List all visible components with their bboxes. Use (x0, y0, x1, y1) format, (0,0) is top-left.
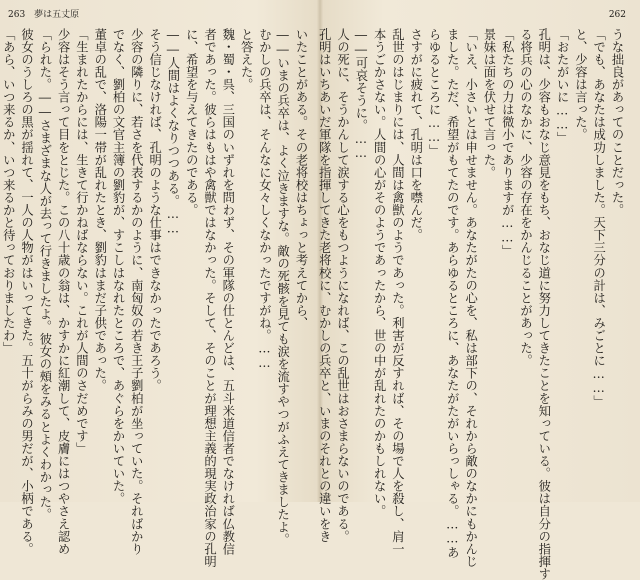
text-column: ――人間はよくなりつつある。…… (165, 28, 180, 236)
text-column: 孔明は、少容もおなじ意見をもち、おなじ道に努力してきたことを知っている。彼は自分の指揮す (536, 28, 551, 580)
right-page-number: 262 (608, 10, 626, 20)
running-title: 夢は五丈原 (34, 10, 80, 20)
text-column: そう信じなければ、孔明のような仕事はできなかったであろう。 (147, 28, 162, 392)
text-column: ――可哀そうに。…… (353, 28, 368, 161)
text-column: 「あら、いつ来るか、いつ来るかと待っておりましたわ」 (1, 28, 16, 355)
text-column: に、希望を与えてきたのである。 (184, 28, 199, 217)
text-column: 「いえ、小さいとは申せません。あなたがたの心を、私は部下の、それから敵のなかにもかんじ (463, 28, 478, 568)
text-column: でなく、劉柏の文官主簿の劉豹が、すこしはなれたところで、あぐらをかいていた。 (111, 28, 126, 505)
text-column: いたことがある。その老将校はちょっと考えてから、 (294, 28, 308, 330)
right-page-text (317, 28, 626, 580)
text-column: 人の死に、そうかんして涙する心をもつようになれば、この乱世はおさまらないのである。 (335, 28, 350, 543)
text-column: らゆるところに……」 (427, 28, 442, 157)
text-column: 魏・蜀・呉、三国のいずれを問わず、その軍隊の仕とんどは、五斗米道信者でなければ仏教信 (220, 28, 235, 556)
text-column: 景妹は面を伏せて言った。 (481, 28, 496, 179)
text-column: 彼女のうしろの黒が揺れて、一人の人物がはいってきた。五十がらみの男だが、小柄である。 (19, 28, 34, 556)
text-column: る将兵の心のなかに、少容の存在をかんじることがあった。 (518, 28, 533, 367)
right-page-header (609, 10, 626, 20)
text-column: むかしの兵卒は、そんなに女々しくなかったですがね。…… (257, 28, 272, 371)
text-column: 乱世のはじまりには、人間は禽獣のようであった。利害が反すれば、その場で人を殺し、肩一 (390, 28, 405, 556)
left-page-number: 263 (8, 10, 26, 20)
text-column: 孔明はいちあいだ軍隊を指揮してきた老将校に、むかしの兵卒と、いまのそれとの違いをき (317, 28, 332, 543)
text-column: 少容はそう言って目をとじた。この八十歳の翁は、かすかに紅潮して、皮膚にはつやさえ認め (56, 28, 71, 556)
text-column: うな拙良があってのことだった。 (610, 28, 624, 217)
text-column: 董卓の乱で、洛陽一帯が乱れたとき、劉豹はまだ子供であった。 (92, 28, 107, 392)
text-column: ――いまの兵卒は、よく泣きますな。敵の死骸を見ても涙を流すやつがふえてきましたよ。 (275, 28, 290, 546)
text-column: と答えた。 (239, 28, 254, 91)
text-column: 本うごかさない。人間の心がそのようであったから、世の中が乱れたのかもしれない。 (372, 28, 387, 518)
text-column: さすがに疲れて、孔明は口を噤んだ。 (408, 28, 423, 242)
text-column: 「生まれたからには、生きて行かねばならない。これが人間のさだめです」 (74, 28, 89, 455)
text-column: 者であった。彼らはもはや禽獣ではなかった。そして、そのことが理想主義的現実政治家の孔明 (202, 28, 217, 568)
text-column: 「おたがいに……」 (555, 28, 570, 145)
text-column: 「られた。――さまざまな人が去って行きましたよ。彼女の頰をみるとよくわかった。 (37, 28, 52, 521)
left-page-header (8, 10, 79, 20)
text-column: 少容の隣りに、若さを代表するかのように、南匈奴の若き王子劉柏が坐っていた。そればかり (129, 28, 144, 556)
text-column: と、少容は言った。 (573, 28, 588, 141)
left-page-text (1, 28, 310, 568)
text-column: 「私たちの力は微小でありますが……」 (500, 28, 515, 258)
text-column: 「でも、あなたは成功しました。天下三分の計は、みごとに……」 (591, 28, 606, 408)
text-column: ました。ただ、希望がもてたのです。あらゆるところに、あなたがたがいらっしゃる。……あ (445, 28, 460, 559)
